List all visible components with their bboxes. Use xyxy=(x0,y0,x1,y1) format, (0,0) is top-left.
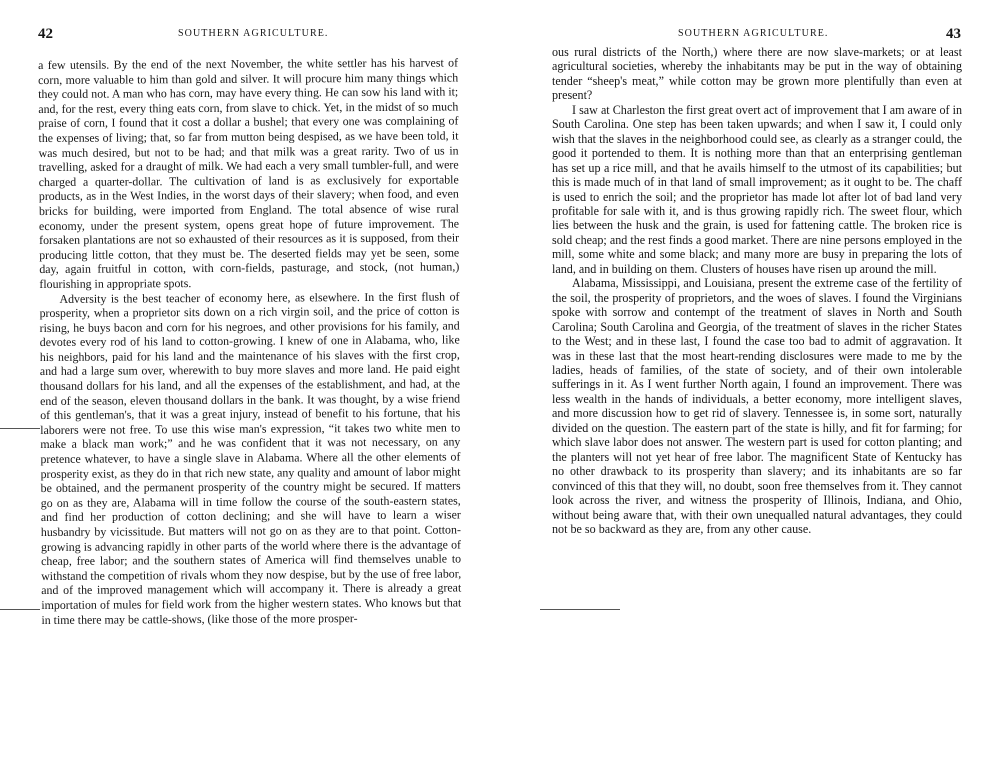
paragraph: I saw at Charleston the first great overt act of improvement that I am aware of in South Carolina. One step has been taken upwards; and when I saw it, I could only wish that the slaves in the neighborhood could see, as clearly as a stranger could, the good it portended to them. It is nothing more than that an enterprising gentleman has set up a rice mill, and that he avails himself to the utmost of its capabilities; but this is made much of in that land of small improvement; as it ought to be. The chaff is used to enrich the soil; and the proprietor has made lot after lot of bad land very profitable for sale with it, and is thus growing rapidly rich. The sweet flour, which lies between the husk and the grain, is used for fattening cattle. The broken rice is sold cheap; and the rest finds a good market. There are nine persons employed in the mill, some white and some black; and many more are busy in preparing the lots of land, and in building on them. Clusters of houses have risen up around the mill. xyxy=(552,102,962,276)
running-head-left: SOUTHERN AGRICULTURE. xyxy=(178,28,329,39)
paragraph: a few utensils. By the end of the next November, the white settler has his harvest of corn, more valuable to him than gold and silver. It will procure him many things which they could not. A man who has corn, may have every thing. He can sow his land with it; and, for the rest, every thing eats corn, from slave to chick. Yet, in the midst of so much praise of corn, I found that it cost a dollar a bushel; that every one was complaining of the expenses of living; that, so far from mutton being despised, as we have been told, it was much desired, but not to be had; and that milk was a great rarity. Two of us in travelling, asked for a draught of milk. We had each a very small tumbler-full, and were charged a quarter-dollar. The cultivation of land is as exclusively for exportable products, as in the West Indies, in the worst days of their slavery; when food, and even bricks for building, were imported from England. The total absence of wise rural economy, under the present system, opens great hope of future improvement. The forsaken plantations are not so exhausted of their resources as it is supposed, from their producing little cotton, that they must be. The deserted fields may yet be seen, some day, again fruitful in cotton, with corn-fields, pasturage, and stock, (not human,) flourishing in appropriate spots. xyxy=(38,55,460,291)
page-number-right: 43 xyxy=(946,26,961,42)
margin-rule xyxy=(540,609,620,610)
page-number-left: 42 xyxy=(38,26,53,42)
margin-rule xyxy=(0,428,40,429)
left-page-body xyxy=(38,55,461,627)
paragraph: ous rural districts of the North,) where there are now slave-markets; or at least agricultural societies, whereby the inhabitants may be put in the way of obtaining tender “sheep's meat,” while cotton may be grown more plentifully than even at present? xyxy=(552,45,962,103)
right-page xyxy=(500,0,1000,759)
paragraph: Alabama, Mississippi, and Louisiana, present the extreme case of the fertility of the soil, the prosperity of proprietors, and the woes of slaves. I found the Virginians spoke with sorrow and contempt of the treatment of slaves in North and South Carolina; South Carolina and Georgia, of the treatment of slaves in the richer States to the West; and in these last, I found the case too bad to admit of aggravation. It was in these last that the most heart-rending disclosures were made to me by the ladies, heads of families, of the state of society, and of their own intolerable sufferings in it. As I went further North again, I found an improvement. There was less wealth in the hands of individuals, a better economy, more intelligent slaves, and more discussion how to get rid of slavery. Tennessee is, in some sort, naturally divided on the question. The eastern part of the state is hilly, and fit for farming; for which slave labor does not answer. The western part is used for cotton planting; and the planters will not yet hear of free labor. The magnificent State of Kentucky has no other drawback to its prosperity than slavery; and its inhabitants are so far convinced of this that they will, no doubt, soon free themselves from it. They cannot look across the river, and witness the prosperity of Illinois, Indiana, and Ohio, without being aware that, with their own unequalled natural advantages, they could not be so backward as they are, from any other cause. xyxy=(552,276,962,536)
running-head-right: SOUTHERN AGRICULTURE. xyxy=(678,28,829,39)
right-page-body xyxy=(552,45,962,536)
paragraph: Adversity is the best teacher of economy here, as elsewhere. In the first flush of prosperity, when a proprietor sits down on a rich virgin soil, and the price of cotton is rising, he buys bacon and corn for his negroes, and other provisions for his family, and devotes every rod of his land to cotton-growing. I knew of one in Alabama, who, like his neighbors, paid for his land and the maintenance of his slaves with the first crop, and had a large sum over, wherewith to buy more slaves and more land. He paid eight thousand dollars for his land, and all the expenses of the establishment, and had, at the end of the season, eleven thousand dollars in the bank. It was thought, by a wise friend of this gentleman's, that it was a great injury, instead of benefit to his fortune, that his laborers were not free. To use this wise man's expression, “it takes two white men to make a black man work;” and he was confident that it was not necessary, on any pretence whatever, to have a single slave in Alabama. Where all the other elements of prosperity exist, as they do in that rich new state, any quality and amount of labor might be obtained, and the permanent prosperity of the country might be secured. If matters go on as they are, Alabama will in time follow the course of the south-eastern states, and find her production of cotton declining; and she will have to learn a wiser husbandry by vicissitude. But matters will not go on as they are to that point. Cotton-growing is advancing rapidly in other parts of the world where there is the advantage of cheap, free labor; and the southern states of America will find themselves unable to withstand the competition of rivals whom they now despise, but by the use of free labor, and of the improved management which will accompany it. There is already a great importation of mules for field work from the higher western states. Who knows but that in time there may be cattle-shows, (like those of the more prosper- xyxy=(39,288,462,627)
margin-rule xyxy=(0,609,40,610)
